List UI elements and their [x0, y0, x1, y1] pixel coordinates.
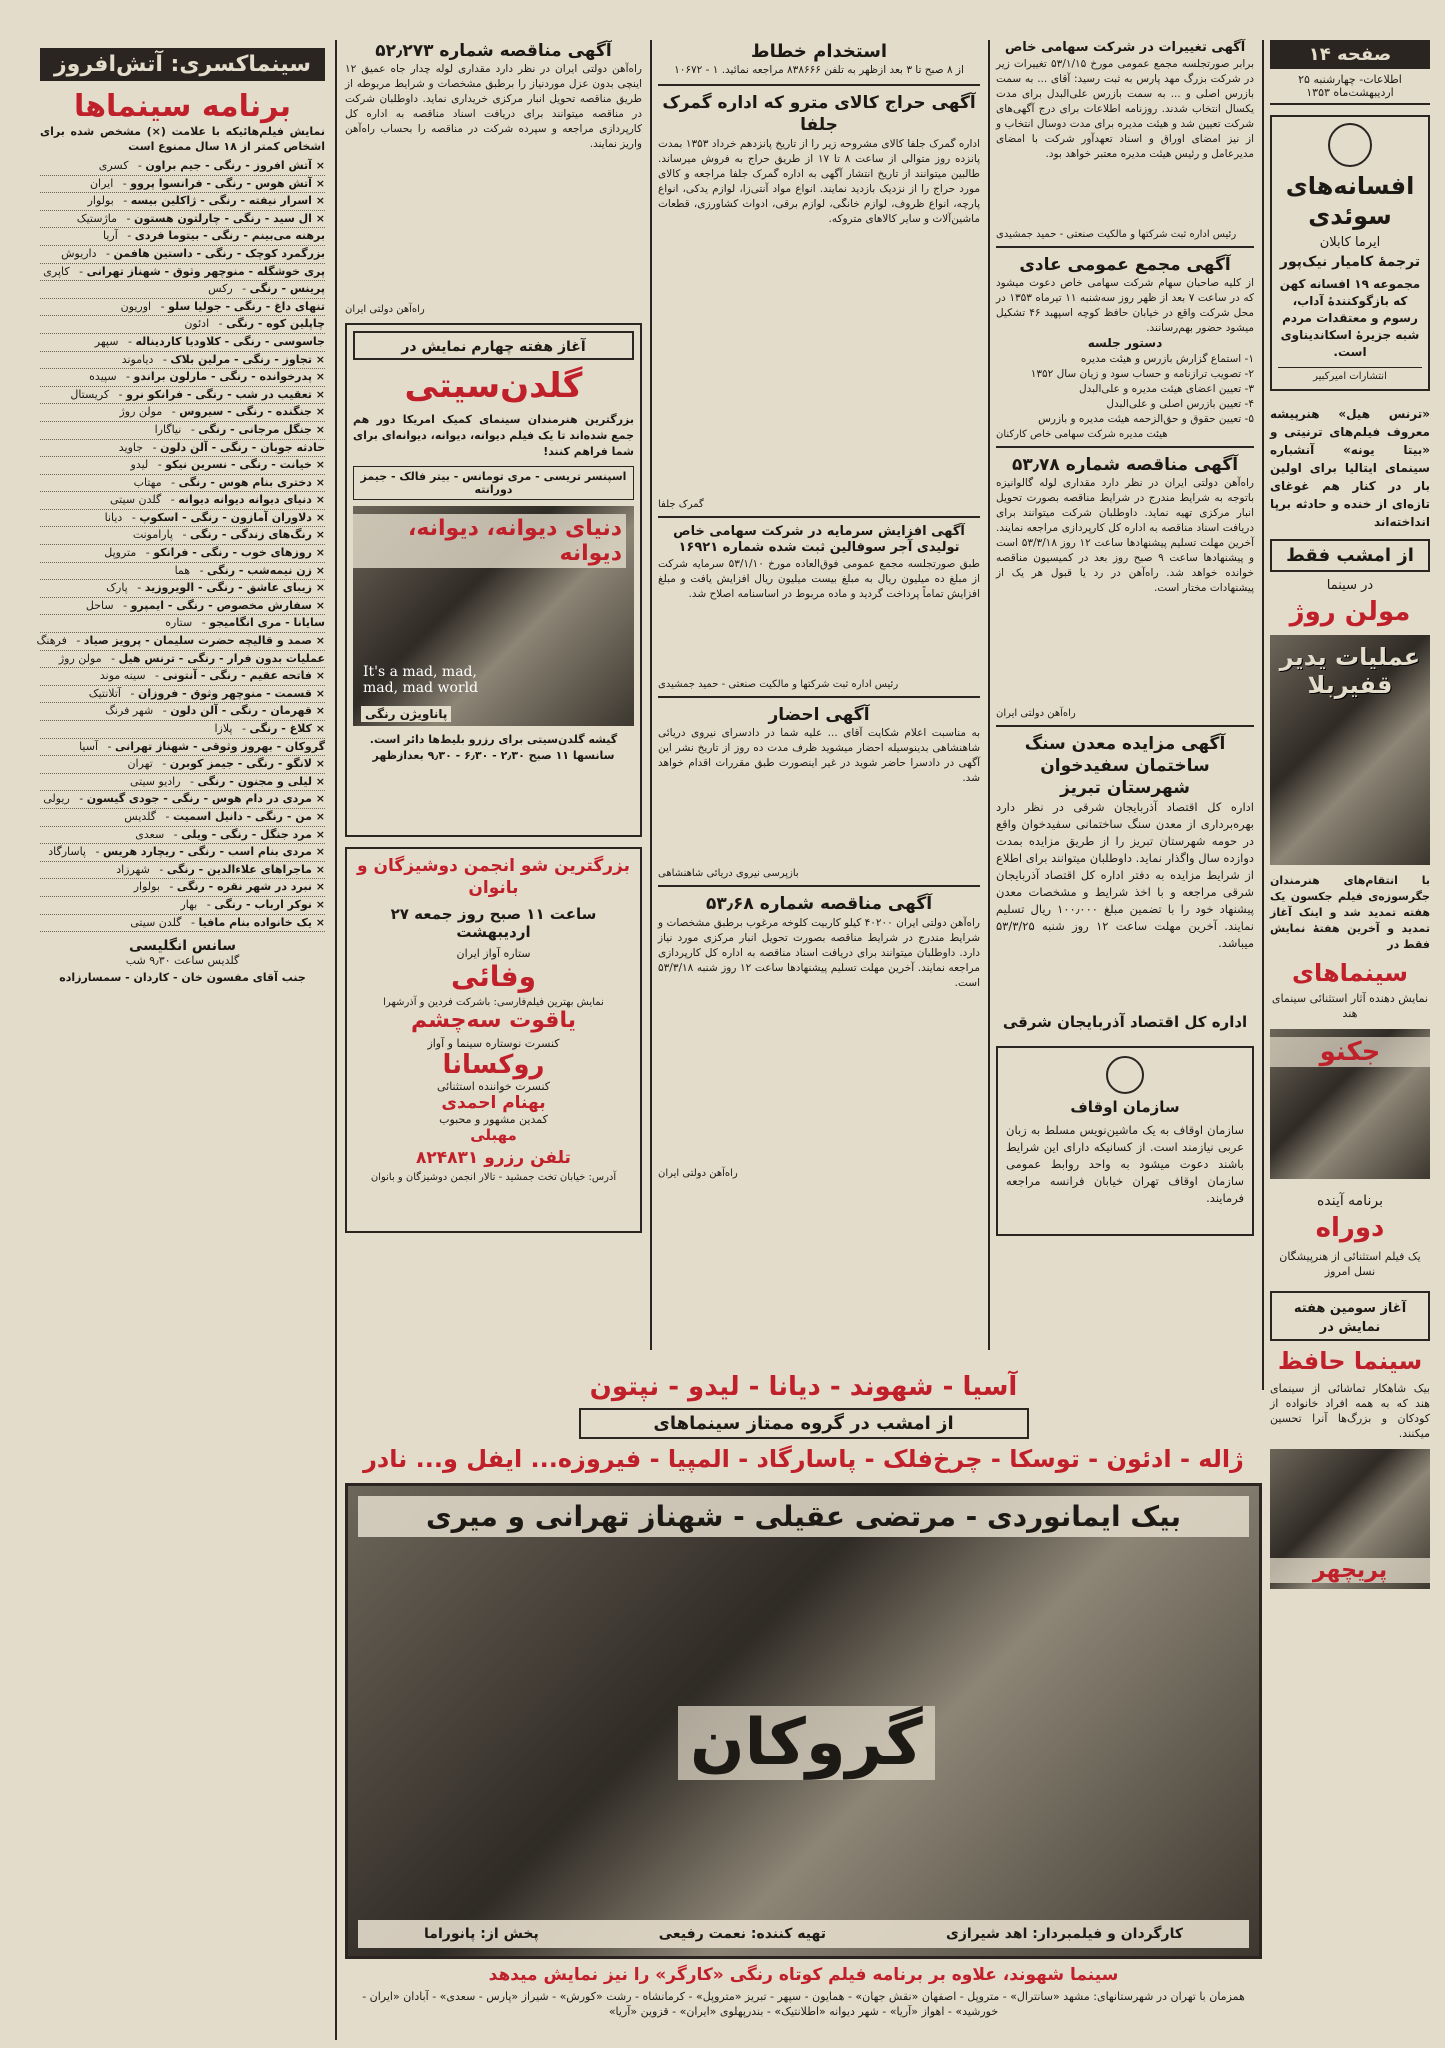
cinema-film: × آتش هوس - رنگی - فرانسوا پروو — [130, 176, 325, 190]
list-item: × دلاوران آمازون - رنگی - اسکوپ - دیانا — [40, 510, 325, 528]
cinema-venue: نیاگارا — [154, 422, 182, 436]
publisher-logo-icon — [1328, 123, 1372, 167]
show-time: ساعت ۱۱ صبح روز جمعه ۲۷ اردیبهشت — [390, 905, 597, 942]
program-note: نمایش فیلم‌هائیکه با علامت (×) مشخص شده برای اشخاص کمتر از ۱۸ سال ممنوع است — [40, 125, 325, 153]
golden-brand: پاناویژن رنگی — [361, 706, 451, 722]
cinema-venue: پارامونت — [132, 528, 174, 542]
list-item: × پدرخوانده - رنگی - مارلون براندو - سپیده — [40, 369, 325, 387]
next-title: دوراه — [1315, 1213, 1385, 1243]
golden-film-en: It's a mad, mad, mad, mad world — [363, 664, 479, 697]
cinema-film: × لانگو - رنگی - جیمز کوبرن — [169, 757, 325, 771]
list-item: حادثه جوبان - رنگی - آلن دلون - جاوید — [40, 440, 325, 458]
hiring-ad — [658, 40, 980, 78]
list-item: × رنگ‌های زندگی - رنگی - پارامونت — [40, 527, 325, 545]
cinema-film: بزرگمرد کوچک - رنگی - داستین هافمن — [113, 246, 325, 260]
cinema-venue: اوریون — [120, 299, 152, 313]
list-item: × خیانت - رنگی - نسرین نیکو - لیدو — [40, 457, 325, 475]
agenda-item-2: ۲- تصویب ترازنامه و حساب سود و زیان سال ۱۳۵۲ — [1030, 367, 1254, 380]
golden-week-label-box — [353, 331, 634, 360]
film-title-large: گروکان — [678, 1706, 935, 1780]
cinema-venue: سپیده — [89, 370, 117, 384]
cinema-film: × خیانت - رنگی - نسرین نیکو — [165, 458, 325, 472]
golden-stars: اسپنسر تریسی - مری تومانس - بیتر فالک - جیمز دورانته — [353, 466, 634, 500]
auction-text: اداره گمرک جلفا کالای مشروحه زیر را از تاریخ پانزدهم خرداد ۱۳۵۳ بمدت پانزده روز متوالی از ساعت ۸ تا ۱۷ از طریق حراج به فروش میرساند. طالبین میتوانند از تاریخ انتشار آگهی به اداره گمرک جلفا مراجعه و کالای مورد حراج را از نزدیک بازدید نمایند. انواع مواد آنتی‌زا، لوازم یدکی، انواع پارچه، انواع ظروف، لوازم خانگی، لوازم برقی، ادوات کشاورزی، قطعات ماشین‌آلات و سایر کالاهای متروکه. — [658, 137, 980, 225]
cinema-venue: ماژستیک — [76, 211, 118, 225]
cinema-venue: ایران — [89, 176, 114, 190]
cinema-film: × پدرخوانده - رنگی - مارلون براندو — [133, 370, 325, 384]
cinema-film: × قسمت - منوچهر وثوق - فروزان — [137, 686, 325, 700]
show-singer2: بهنام احمدی — [441, 1093, 546, 1114]
auction-sig: گمرک جلفا — [658, 498, 704, 510]
list-item: × مردی بنام اسب - رنگی - ریچارد هریس - پاسارگاد — [40, 844, 325, 862]
list-item: × جنگنده - رنگی - سیروس - مولن روژ — [40, 404, 325, 422]
list-item: × من - رنگی - دانیل اسمیت - گلدیس — [40, 809, 325, 827]
tender-5378-title: آگهی مناقصه شماره ۵۳٫۷۸ — [1011, 454, 1239, 475]
book-publisher: انتشارات امیرکبیر — [1278, 367, 1422, 382]
cinema-film: × مرد جنگل - رنگی - ویلی — [181, 827, 325, 841]
cinema-film: × ال سید - رنگی - چارلتون هستون — [133, 211, 325, 225]
cinema-venue: گلدیس — [124, 809, 157, 823]
tonight-box — [579, 1408, 1029, 1439]
list-item: × صمد و قالیچه حضرت سلیمان - پرویز صیاد - فرهنگ — [40, 633, 325, 651]
show-singer: روکسانا — [442, 1050, 545, 1081]
cinema-venue: داریوش — [61, 246, 97, 260]
list-item: × ماجراهای علاءالدین - رنگی - شهرزاد — [40, 862, 325, 880]
cinema-film: × اسرار نیفته - رنگی - ژاکلین بیسه — [130, 194, 325, 208]
golden-times: گیشه گلدن‌سیتی برای رزرو بلیط‌ها دائر است. سانسها ۱۱ صبح ۲٫۳۰ - ۶٫۳۰ - ۹٫۳۰ بعدازظهر — [369, 733, 618, 763]
cinema-film: تنهای داغ - رنگی - جولیا سلو — [168, 299, 325, 313]
cinema-film: × کلاغ - رنگی — [249, 722, 325, 735]
summons-ad — [658, 704, 980, 879]
cinema-venue: بولوار — [133, 880, 160, 894]
book-title: افسانه‌های سوئدی — [1285, 172, 1415, 230]
cinema-film: پری خوشگله - منوچهر وثوق - شهناز تهرانی — [86, 264, 325, 278]
meeting-title: آگهی مجمع عمومی عادی — [1019, 254, 1231, 275]
film-frame — [345, 1483, 1262, 1959]
stone-mine-text: اداره کل اقتصاد آذربایجان شرقی در نظر دارد بهره‌برداری از معدن سنگ ساختمانی سفیدخوان واقع در حومه شهرستان تبریز را از طریق مزایده بمدت دوازده سال واگذار نماید. داوطلبان میتوانند برای اطلاع از شرایط مزایده به دفتر اداره کل اقتصاد آذربایجان شرقی مراجعه و با اخذ شرایط و مشخصات معدن پیشنهاد خود را با تضمین مبلغ ۱۰۰٫۰۰۰ ریال تسلیم نمایند. آخرین مهلت ساعت ۱۲ روز شنبه ۵۳/۳/۲۵ میباشد. — [996, 799, 1255, 950]
cinema-film: × ماجراهای علاءالدین - رنگی — [166, 862, 325, 876]
cinema-film: جاسوسی - رنگی - کلاودیا کاردیناله — [135, 334, 325, 348]
summons-title: آگهی احضار — [768, 705, 870, 726]
cinema-venue: سپهر — [94, 334, 119, 348]
list-item: × قسمت - منوچهر وثوق - فروزان - آتلانتیک — [40, 686, 325, 704]
meeting-sig: هیئت مدیره شرکت سهامی خاص کارکنان — [996, 428, 1168, 440]
cinema-venue: گلدن سیتی — [110, 493, 162, 507]
cinema-venue: بهار — [180, 897, 198, 911]
cinema-film: × جنگل مرجانی - رنگی — [198, 422, 325, 436]
stone-mine-title: آگهی مزایده معدن سنگ ساختمان سفیدخوان شهرستان تبریز — [1024, 733, 1226, 798]
page-label: صفحه ۱۴ — [1308, 44, 1392, 65]
hiring-text: از ۸ صبح تا ۳ بعد ازظهر به تلفن ۸۳۸۶۶۶ مراجعه نمائید. ۱ - ۱۰۶۷۲ — [674, 64, 964, 77]
list-item: × لانگو - رنگی - جیمز کوبرن - تهران — [40, 756, 325, 774]
cinema-film: × مردی بنام اسب - رنگی - ریچارد هریس — [102, 845, 325, 859]
summons-sig: بازپرسی نیروی دریائی شاهنشاهی — [658, 868, 799, 880]
golden-blurb: بزرگترین هنرمندان سینمای کمیک امریکا دور هم جمع شده‌اند تا یک فیلم دیوانه، دیوانه، دیوانه‌ای برای شما فراهم کنند! — [353, 413, 634, 459]
masthead-date: اطلاعات- چهارشنبه ۲۵ اردیبهشت‌ماه ۱۳۵۳ — [1270, 69, 1430, 105]
tender-5368-ad — [658, 893, 980, 1178]
list-item: × مردی در دام هوس - رنگی - جودی گیسون - ریولی — [40, 791, 325, 809]
list-item: × فاتحه عقیم - رنگی - آنتونی - سینه موند — [40, 668, 325, 686]
list-item: جاسوسی - رنگی - کلاودیا کاردیناله - سپهر — [40, 334, 325, 352]
cinemas-blurb: نمایش دهنده آثار استثنائی سینمای هند — [1271, 992, 1429, 1020]
list-item: × تجاوز - رنگی - مرلین بلاک - دیاموند — [40, 352, 325, 370]
last-poster-title: پریچهر — [1270, 1558, 1430, 1583]
list-item: × قهرمان - رنگی - آلن دلون - شهر فرنگ — [40, 703, 325, 721]
list-item: × تعقیب در شب - رنگی - فرانکو نرو - کریستال — [40, 387, 325, 405]
cinema-film: × فاتحه عقیم - رنگی - آنتونی — [162, 669, 325, 683]
from-tonight-box — [1270, 539, 1430, 572]
tender-5368-text: راه‌آهن دولتی ایران ۴۰۲۰۰ کیلو کاربیت کلوخه مرغوب برطبق مشخصات و شرایط مندرج در شرایط مناقصه بصورت تحویل انبار مرکزی مورد نیاز دارد. داوطلبان میتوانند برای دریافت اسناد مناقصه به اداره کل کارپردازی مراجعه نمایند. آخرین مهلت تسلیم پیشنهادها ساعت ۱۲ روز شنبه ۵۳/۳/۱۸ است. — [658, 916, 980, 989]
cinema-venue: رکس — [208, 282, 233, 296]
agenda-item-4: ۴- تعیین بازرس اصلی و علی‌البدل — [1106, 397, 1254, 410]
agenda-title: دستور جلسه — [1087, 335, 1163, 350]
cinema-program-column — [36, 48, 325, 2038]
tender-52273-sig: راه‌آهن دولتی ایران — [345, 304, 425, 316]
list-item: چاپلین کوه - رنگی - ادئون — [40, 316, 325, 334]
list-item: برهنه می‌بینم - رنگی - بیتوما فردی - آریا — [40, 228, 325, 246]
classifieds-column-a — [996, 40, 1254, 1350]
show-star-label: ستاره آواز ایران — [456, 947, 531, 961]
cinema-venue: ریولی — [43, 792, 70, 806]
tender-52273-text: راه‌آهن دولتی ایران در نظر دارد مقداری لوله چدار جاه عمیق ۱۲ اینچی بدون عزل موردنیاز را برطبق مشخصات و شرایط مربوطه از طریق مناقصه تحویل انبار مرکزی خریداری نماید. داوطلبان شرکت در مناقصه میتوانند برای دریافت اسناد مناقصه به اداره کل کارپردازی مراجعه و سپرده شرکت در مناقصه را بحساب راه‌آهن واریز نمایند. — [345, 63, 642, 151]
jackson-poster-photo — [1270, 1029, 1430, 1179]
third-week-box — [1270, 1291, 1430, 1341]
meeting-ad — [996, 254, 1254, 440]
cinema-film: × نبرد در شهر نقره - رنگی — [176, 880, 325, 894]
list-item: پرینس - رنگی - رکس — [40, 281, 325, 299]
list-item: گروکان - بهروز وثوقی - شهناز تهرانی - آسیا — [40, 739, 325, 757]
list-item: × لیلی و مجنون - رنگی - رادیو سیتی — [40, 774, 325, 792]
film-distributor: پخش از: پانوراما — [424, 1926, 539, 1942]
meeting-text: از کلیه صاحبان سهام شرکت سهامی خاص دعوت میشود که در ساعت ۷ بعد از ظهر روز سه‌شنبه ۱۱ تیرماه ۱۳۵۳ در محل شرکت واقع در خیابان حافظ کوچه اسپهبد ۴۶ تشکیل میشود حضور بهم‌رسانند. — [996, 276, 1254, 334]
show-film: یاقوت سه‌چشم — [411, 1008, 576, 1034]
cinema-venue: فرهنگ — [36, 634, 67, 648]
list-item: سایانا - مری انگامیجو - ستاره — [40, 615, 325, 633]
agenda-item-5: ۵- تعیین حقوق و حق‌الزحمه هیئت مدیره و بازرس — [1038, 412, 1254, 425]
tender-5378-sig: راه‌آهن دولتی ایران — [996, 707, 1076, 719]
cinema-header-bar — [40, 48, 325, 81]
classifieds-column-c — [345, 40, 642, 1350]
cinema-film: × دلاوران آمازون - رنگی - اسکوپ — [139, 510, 325, 524]
cinema-film: پرینس - رنگی — [249, 282, 325, 296]
golden-poster-photo — [353, 506, 634, 726]
cinema-venue: مولن روژ — [58, 651, 102, 665]
changes-ad — [996, 40, 1254, 240]
cinema-venue: پلازا — [214, 722, 233, 735]
next-program: برنامه آینده — [1317, 1193, 1383, 1209]
cinema-venue: دیاموند — [121, 352, 154, 366]
cinema-venue: کریستال — [70, 387, 110, 401]
agenda-item-1: ۱- استماع گزارش بازرس و هیئت مدیره — [1080, 352, 1254, 365]
list-item: تنهای داغ - رنگی - جولیا سلو - اوریون — [40, 299, 325, 317]
cinema-film: × سفارش مخصوص - رنگی - ایمپرو — [130, 598, 325, 612]
stone-mine-sig: اداره کل اقتصاد آذربایجان شرقی — [1002, 1012, 1248, 1031]
cinema-film: × آتش افروز - رنگی - جیم براون — [145, 159, 325, 172]
tender-5378-text: راه‌آهن دولتی ایران در نظر دارد مقداری لوله گالوانیزه باتوجه به شرایط مندرج در شرایط مناقصه بصورت تحویل انبار مرکزی تهیه نماید. داوطلبان شرکت میتوانند برای دریافت اسناد مناقصه به اداره کل کارپردازی مراجعه نمایند. آخرین مهلت تسلیم پیشنهادها ساعت ۱۲ روز ۵۳/۳/۱۸ است و پیشنهادها ساعت ۹ صبح روز بعد در کمیسیون مناقصه خوانده خواهد شد. راه‌آهن در رد یا قبول هر یک از پیشنهادات مختار است. — [996, 476, 1255, 594]
list-item: × کلاغ - رنگی - پلازا — [40, 721, 325, 739]
awqaf-emblem-icon — [1106, 1056, 1144, 1094]
capital-ad — [658, 524, 980, 691]
awqaf-org: سازمان اوقاف — [1070, 1098, 1180, 1117]
list-item: × یک خانواده بنام مافیا - گلدن سیتی — [40, 915, 325, 933]
next-blurb: یک فیلم استثنائی از هنرپیشگان نسل امروز — [1279, 1250, 1421, 1278]
cinema-venue: ادئون — [184, 317, 210, 331]
changes-title: آگهی تغییرات در شرکت سهامی خاص — [1004, 40, 1246, 55]
summons-text: به مناسبت اعلام شکایت آقای ... علیه شما در دادسرای نیروی دریائی شاهنشاهی بدینوسیله احضار میشوید ظرف مدت ده روز از تاریخ نشر این آگهی در دادسرا حاضر شوید در غیر اینصورت طبق مقررات اقدام خواهد شد. — [658, 727, 980, 785]
last-poster-photo — [1270, 1449, 1430, 1589]
film-stars: بیک ایمانوردی - مرتضی عقیلی - شهناز تهرانی و میری — [358, 1496, 1249, 1537]
cinema-film: × تجاوز - رنگی - مرلین بلاک — [170, 352, 325, 366]
list-item: × نبرد در شهر نقره - رنگی - بولوار — [40, 879, 325, 897]
cinema-film: حادثه جوبان - رنگی - آلن دلون — [160, 440, 325, 454]
awqaf-ad — [996, 1046, 1254, 1236]
trans-promo: «ترنس هیل» هنرپیشه معروف فیلم‌های ترنیتی و «بیتا یونه» آنشباره سینمای ایتالیا برای اولین بار در کنار هم غوغای تازه‌ای از خنده و حادثه برپا انداخته‌اند — [1270, 407, 1430, 529]
cinema-film: × روزهای خوب - رنگی - فرانکو — [153, 546, 325, 560]
cinema-venue: آتلانتیک — [88, 686, 121, 700]
list-item: × مرد جنگل - رنگی - ویلی - سعدی — [40, 827, 325, 845]
list-item: × جنگل مرجانی - رنگی - نیاگارا — [40, 422, 325, 440]
golden-week-label: آغاز هفته چهارم نمایش در — [401, 339, 586, 356]
film-producer: تهیه کننده: نعمت رفیعی — [658, 1926, 826, 1942]
list-item: پری خوشگله - منوچهر وثوق - شهناز تهرانی - کاپری — [40, 264, 325, 282]
show-comic: کمدین مشهور و محبوب — [439, 1113, 548, 1127]
book-desc: مجموعه ۱۹ افسانه کهن که بازگوکنندهٔ آداب، رسوم و معتقدات مردم شبه جزیرهٔ اسکاندیناوی است. — [1279, 277, 1421, 359]
cinema-venue: ستاره — [165, 616, 193, 630]
list-item: × زن نیمه‌شب - رنگی - هما — [40, 563, 325, 581]
list-item: × زیبای عاشق - رنگی - الویروزید - پارک — [40, 580, 325, 598]
list-item: × دختری بنام هوس - رنگی - مهتاب — [40, 475, 325, 493]
show-film-line: نمایش بهترین فیلم‌فارسی: باشرکت فردین و آذرشهرا — [383, 997, 604, 1009]
cinema-film: × نوکر ارباب - رنگی — [214, 897, 325, 911]
tender-5368-title: آگهی مناقصه شماره ۵۳٫۶۸ — [705, 894, 933, 915]
show-comic-name: مهبلی — [470, 1126, 517, 1145]
film-blurb: با انتقام‌های هنرمندان جگرسوزه‌ی فیلم جکسون یک هفته تمدید شد و اینک آغاز تمدید و آخرین هفتهٔ نمایش فقط در — [1270, 874, 1430, 951]
cinema-venue: بولوار — [87, 194, 114, 208]
cinema-venue: آسیا — [79, 739, 99, 753]
cinema-venue: رادیو سیتی — [129, 774, 181, 788]
list-item: بزرگمرد کوچک - رنگی - داستین هافمن - داریوش — [40, 246, 325, 264]
cinema-venue: پارک — [106, 581, 128, 595]
stone-mine-ad — [996, 733, 1254, 1033]
cinema-venue: سعدی — [135, 827, 165, 841]
show-ad — [345, 847, 642, 1233]
changes-sig: رئیس اداره ثبت شرکتها و مالکیت صنعتی - حمید جمشیدی — [996, 228, 1237, 240]
cinema-film: × قهرمان - رنگی - آلن دلون — [170, 704, 325, 718]
hafez-blurb: بیک شاهکار تماشائی از سینمای هند که به همه افراد خانواده از کودکان و بزرگ‌ها آنرا تحسین میکنند. — [1270, 1382, 1430, 1440]
show-star: وفائی — [450, 960, 537, 994]
bottom-cities: همزمان با تهران در شهرستانهای: مشهد «سانترال» - متروپل - اصفهان «نقش جهان» - همایون - سپهر - تبریز «متروپل» - کرمانشاه - رشت «کورش» - شیراز «پارس - سعدی» - آبادان «ایران - خورشید» - اهواز «آریا» - شهر دیوانه «اطلانتیک» - بندرپهلوی «ایران» - قزوین «آریا» — [362, 1990, 1245, 2018]
list-item: عملیات بدون فرار - رنگی - ترنس هیل - مولن روژ — [40, 651, 325, 669]
cinema-venue: مولن روژ — [119, 405, 163, 419]
cinema-film: سایانا - مری انگامیجو — [209, 616, 325, 630]
capital-title: آگهی افزایش سرمایه در شرکت سهامی خاص تولیدی آجر سوفالین ثبت شده شماره ۱۶۹۲۱ — [673, 523, 965, 556]
list-item: × ال سید - رنگی - چارلتون هستون - ماژستیک — [40, 211, 325, 229]
cinema-header: سینماکسری: آتش‌افروز — [54, 52, 311, 77]
cinema-film: برهنه می‌بینم - رنگی - بیتوما فردی — [134, 229, 325, 243]
tender-52273-title: آگهی مناقصه شماره ۵۲٫۲۷۳ — [375, 41, 612, 61]
cinema-film: گروکان - بهروز وثوقی - شهناز تهرانی — [115, 739, 325, 753]
list-item: × اسرار نیفته - رنگی - ژاکلین بیسه - بولوار — [40, 193, 325, 211]
hostage-film-ad — [345, 1372, 1262, 2018]
golden-city-ad — [345, 323, 642, 837]
cinema-venue: تهران — [127, 757, 153, 771]
cinema-hafez: سینما حافظ — [1277, 1347, 1423, 1375]
bottom-line2: ژاله - ادئون - توسکا - چرخ‌فلک - پاسارگاد - المپیا - فیروزه... ایفل و... نادر — [363, 1445, 1244, 1473]
cinema-venue: کسری — [98, 159, 129, 172]
film-poster-title: عملیات یدیر قفیربلا — [1279, 643, 1421, 699]
cinema-film: × لیلی و مجنون - رنگی — [197, 774, 325, 788]
list-item: × دنیای دیوانه دیوانه دیوانه - گلدن سیتی — [40, 492, 325, 510]
show-concert2: کنسرت خواننده استثنائی — [436, 1080, 551, 1094]
cinema-venue: جاوید — [118, 440, 144, 454]
list-item: × آتش افروز - رنگی - جیم براون - کسری — [40, 158, 325, 176]
program-title: برنامه سینماها — [73, 89, 292, 124]
from-tonight: از امشب فقط — [1286, 545, 1414, 566]
hiring-title: استخدام خطاط — [750, 41, 888, 62]
cinema-venue: شهرزاد — [116, 862, 150, 876]
book-author: ایرما کابلان — [1319, 235, 1381, 250]
list-item: × نوکر ارباب - رنگی - بهار — [40, 897, 325, 915]
show-address: آدرس: خیابان تخت جمشید - تالار انجمن دوشیزگان و بانوان — [370, 1172, 617, 1184]
cinema-film: × صمد و قالیچه حضرت سلیمان - پرویز صیاد — [83, 634, 325, 648]
tender-5368-sig: راه‌آهن دولتی ایران — [658, 1167, 738, 1179]
auction-title: آگهی حراج کالای مترو که اداره گمرک جلفا — [662, 93, 976, 136]
right-column — [1270, 40, 1430, 2040]
cinema-film: × رنگ‌های زندگی - رنگی — [190, 528, 325, 542]
in-cinema: در سینما — [1326, 578, 1374, 593]
cinema-film: × دختری بنام هوس - رنگی — [178, 475, 325, 489]
classifieds-column-b — [658, 40, 980, 1350]
show-phone: تلفن رزرو ۸۲۴۸۳۱ — [416, 1148, 571, 1169]
cinema-film: × دنیای دیوانه دیوانه دیوانه — [178, 493, 325, 507]
list-item: × روزهای خوب - رنگی - فرانکو - متروپل — [40, 545, 325, 563]
cinema-venue: متروپل — [104, 546, 137, 560]
film-poster-photo — [1270, 635, 1430, 865]
agenda-item-3: ۳- تعیین اعضای هیئت مدیره و علی‌البدل — [1078, 382, 1254, 395]
cinema-venue: آریا — [102, 229, 118, 243]
cinema-film: × یک خانواده بنام مافیا — [198, 915, 325, 929]
cinema-film: × تعقیب در شب - رنگی - فرانکو نرو — [126, 387, 325, 401]
english-line: گلدیس ساعت ۹٫۳۰ شب — [125, 954, 240, 968]
bottom-tonight: از امشب در گروه ممتاز سینماهای — [653, 1413, 954, 1434]
cinema-venue: لیدو — [130, 458, 149, 472]
film-credits — [358, 1920, 1249, 1948]
cinemas-of: سینماهای — [1292, 959, 1408, 987]
cinema-venue: پاسارگاد — [48, 845, 86, 859]
cinema-list — [36, 158, 325, 932]
cinema-film: × مردی در دام هوس - رنگی - جودی گیسون — [86, 792, 325, 806]
page-number-bar — [1270, 40, 1430, 69]
list-item: × سفارش مخصوص - رنگی - ایمپرو - ساحل — [40, 598, 325, 616]
golden-city-title: گلدن‌سیتی — [404, 366, 583, 407]
book-ad — [1270, 115, 1430, 391]
show-title: بزرگترین شو انجمن دوشیزگان و بانوان — [357, 856, 630, 899]
cinema-venue: کاپری — [43, 264, 70, 278]
cinema-venue: هما — [174, 563, 191, 577]
awqaf-text: سازمان اوقاف به یک ماشین‌نویس مسلط به زبان عربی نیازمند است. از کسانیکه دارای این شرایط باشند دعوت میشود به واحد روابط عمومی سازمان اوقاف تهران خیابان فرانسه مراجعه فرمایند. — [1006, 1122, 1244, 1205]
cinema-moulin-rouge: مولن روژ — [1289, 597, 1411, 627]
cinema-venue: دیانا — [104, 510, 123, 524]
cinema-venue: گلدن سیتی — [130, 915, 182, 929]
cinema-venue: سینه موند — [99, 669, 146, 683]
changes-text: برابر صورتجلسه مجمع عمومی مورخ ۵۳/۱/۱۵ تغییرات زیر در شرکت بزرگ مهد پارس به ثبت رسید: آقای ... به سمت بازرس اصلی و ... به سمت بازرس علی‌البدل برای مدت یکسال انتخاب شدند. روزنامه اطلاعات برای درج آگهی‌های شرکت تعیین شد و هیئت مدیره برای مدت دوسال انتخاب و از نیز امضای اوراق و اسناد تعهدآور شرکت با امضای مدیرعامل و رئیس هیئت مدیره معتبر خواهد بود. — [996, 57, 1255, 160]
jackson-poster-title: جکنو — [1270, 1037, 1430, 1067]
bottom-line1: آسیا - شهوند - دیانا - لیدو - نپتون — [589, 1372, 1018, 1402]
film-director: کارگردان و فیلمبردار: اهد شیرازی — [946, 1926, 1183, 1942]
book-translator: ترجمهٔ کامیار نیک‌پور — [1279, 254, 1421, 270]
cinema-film: × جنگنده - رنگی - سیروس — [179, 405, 325, 419]
cinema-film: × من - رنگی - دانیل اسمیت — [173, 809, 325, 823]
auction-ad — [658, 92, 980, 509]
english-title: سانس انگلیسی — [129, 938, 236, 955]
cinema-venue: ساحل — [85, 598, 114, 612]
list-item: × آتش هوس - رنگی - فرانسوا پروو - ایران — [40, 176, 325, 194]
program-bottom-line: جنب آقای مفسون خان - کاردان - سمسارزاده — [59, 971, 306, 985]
tender-52273-ad — [345, 40, 642, 315]
capital-sig: رئیس اداره ثبت شرکتها و مالکیت صنعتی - حمید جمشیدی — [658, 679, 899, 691]
show-concert: کنسرت نوستاره سینما و آواز — [427, 1037, 560, 1051]
tender-5378-ad — [996, 454, 1254, 719]
cinema-film: عملیات بدون فرار - رنگی - ترنس هیل — [118, 651, 325, 665]
bottom-extra: سینما شهوند، علاوه بر برنامه فیلم کوتاه رنگی «کارگر» را نیز نمایش میدهد — [488, 1965, 1119, 1985]
cinema-venue: مهتاب — [133, 475, 162, 489]
cinema-venue: شهر فرنگ — [105, 704, 154, 718]
cinema-film: × زیبای عاشق - رنگی - الویروزید — [144, 581, 325, 595]
third-week: آغاز سومین هفته نمایش در — [1293, 1301, 1407, 1335]
golden-film-fa: دنیای دیوانه، دیوانه، دیوانه — [353, 514, 626, 568]
cinema-film: × زن نیمه‌شب - رنگی — [207, 563, 325, 577]
capital-text: طبق صورتجلسه مجمع عمومی فوق‌العاده مورخ ۵۳/۱/۱۰ سرمایه شرکت از مبلغ ده میلیون ریال به مبلغ بیست میلیون ریال افزایش یافت و مبلغ افزایش تماماً پرداخت گردید و ماده مربوط در اساسنامه اصلاح شد. — [658, 558, 981, 601]
cinema-film: چاپلین کوه - رنگی — [226, 317, 325, 331]
